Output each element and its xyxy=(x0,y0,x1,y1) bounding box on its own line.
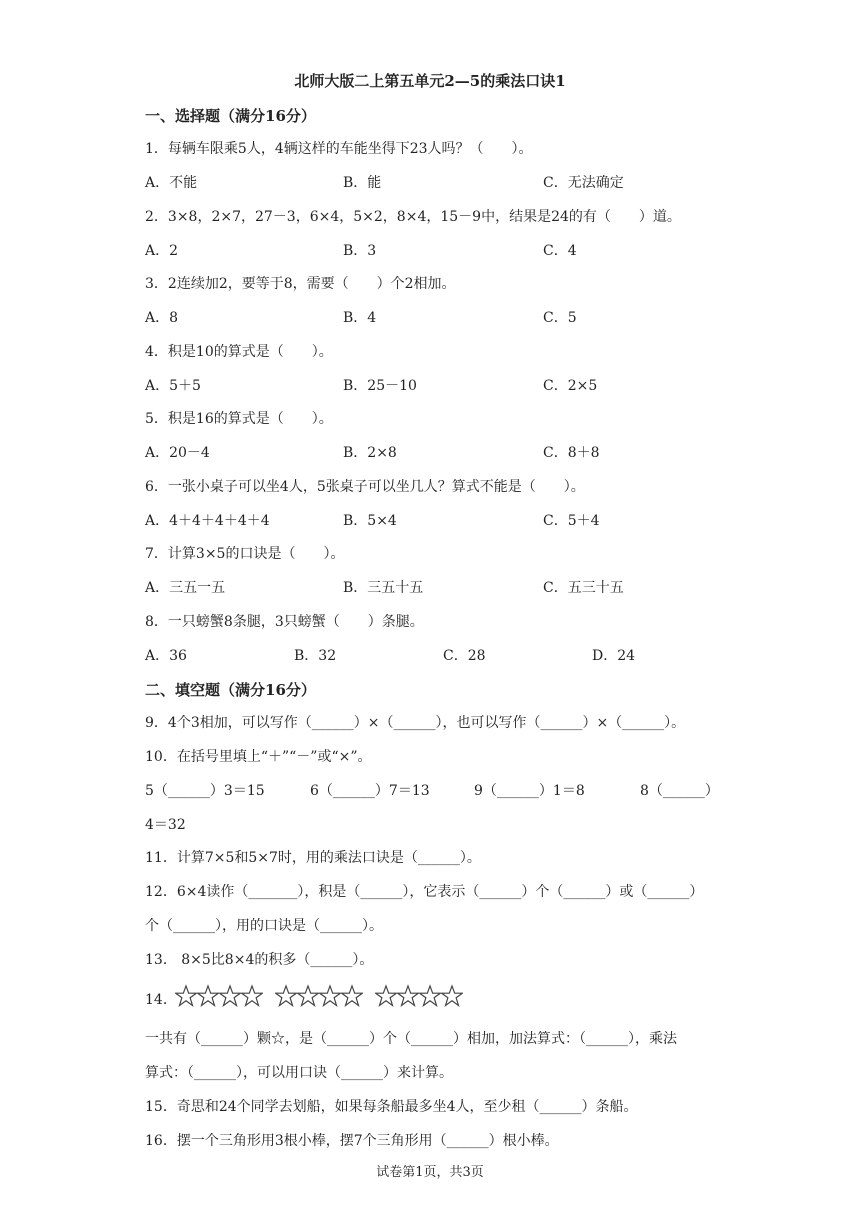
star-outline-icon xyxy=(175,984,197,1008)
q2-option-b: B．3 xyxy=(343,243,377,259)
q1-option-b: B．能 xyxy=(343,175,382,191)
section-heading-fill: 二、填空题（满分16分） xyxy=(145,681,316,699)
star-outline-icon xyxy=(441,984,463,1008)
question-12-cont: 个（______），用的口诀是（______）。 xyxy=(145,918,383,934)
star-group xyxy=(175,984,263,1008)
question-8: 8．一只螃蟹8条腿，3只螃蟹（ ）条腿。 xyxy=(145,614,424,630)
star-group xyxy=(275,984,363,1008)
q7-option-a: A．三五一五 xyxy=(145,580,226,596)
question-10: 10．在括号里填上“＋”“－”或“×”。 xyxy=(145,749,372,765)
question-3: 3．2连续加2，要等于8，需要（ ）个2相加。 xyxy=(145,276,456,292)
q10-blank-c: 9（______）1＝8 xyxy=(474,783,585,799)
q5-option-a: A．20－4 xyxy=(145,445,210,461)
star-outline-icon xyxy=(397,984,419,1008)
q4-option-b: B．25－10 xyxy=(343,378,417,394)
q3-option-a: A．8 xyxy=(145,310,179,326)
q1-option-a: A．不能 xyxy=(145,175,198,191)
star-outline-icon xyxy=(419,984,441,1008)
q10-blank-d: 8（______） xyxy=(640,783,719,799)
question-9: 9．4个3相加，可以写作（______）×（______），也可以写作（______）×（______）。 xyxy=(145,715,686,731)
star-outline-icon xyxy=(241,984,263,1008)
page-footer: 试卷第1页，共3页 xyxy=(376,1165,484,1180)
star-outline-icon xyxy=(219,984,241,1008)
star-picture xyxy=(175,984,463,1008)
question-11: 11．计算7×5和5×7时，用的乘法口诀是（______）。 xyxy=(145,850,481,866)
q5-option-c: C．8＋8 xyxy=(543,445,600,461)
q3-option-c: C．5 xyxy=(543,310,577,326)
question-6: 6．一张小桌子可以坐4人，5张桌子可以坐几人？算式不能是（ ）。 xyxy=(145,479,585,495)
q10-blank-d-cont: 4＝32 xyxy=(145,817,186,833)
star-outline-icon xyxy=(375,984,397,1008)
star-outline-icon xyxy=(319,984,341,1008)
question-13: 13． 8×5比8×4的积多（______）。 xyxy=(145,952,374,968)
q2-option-c: C．4 xyxy=(543,243,577,259)
question-12: 12．6×4读作（_______），积是（______），它表示（______）个（______）或（______） xyxy=(145,884,704,900)
question-15: 15．奇思和24个同学去划船，如果每条船最多坐4人，至少租（______）条船。 xyxy=(145,1099,638,1115)
question-7: 7．计算3×5的口诀是（ ）。 xyxy=(145,546,345,562)
question-14-text: 一共有（______）颗☆，是（______）个（______）相加，加法算式：（______），乘法 xyxy=(145,1031,677,1047)
q4-option-c: C．2×5 xyxy=(543,378,598,394)
star-outline-icon xyxy=(297,984,319,1008)
star-outline-icon xyxy=(197,984,219,1008)
q10-blank-b: 6（______）7＝13 xyxy=(310,783,430,799)
q7-option-c: C．五三十五 xyxy=(543,580,624,596)
question-1: 1．每辆车限乘5人，4辆这样的车能坐得下23人吗？（ ）。 xyxy=(145,141,533,157)
star-outline-icon xyxy=(275,984,297,1008)
question-14-text-cont: 算式：（______），可以用口诀（______）来计算。 xyxy=(145,1065,453,1081)
star-outline-icon xyxy=(341,984,363,1008)
q2-option-a: A．2 xyxy=(145,243,179,259)
q4-option-a: A．5＋5 xyxy=(145,378,201,394)
q8-option-d: D．24 xyxy=(592,648,636,664)
q7-option-b: B．三五十五 xyxy=(343,580,424,596)
q6-option-c: C．5＋4 xyxy=(543,513,600,529)
question-4: 4．积是10的算式是（ ）。 xyxy=(145,344,333,360)
question-5: 5．积是16的算式是（ ）。 xyxy=(145,411,333,427)
q10-blank-a: 5（______）3＝15 xyxy=(145,783,265,799)
q5-option-b: B．2×8 xyxy=(343,445,397,461)
q6-option-a: A．4＋4＋4＋4＋4 xyxy=(145,513,270,529)
page-title: 北师大版二上第五单元2—5的乘法口诀1 xyxy=(294,72,566,90)
star-group xyxy=(375,984,463,1008)
question-16: 16．摆一个三角形用3根小棒，摆7个三角形用（______）根小棒。 xyxy=(145,1133,559,1149)
q8-option-b: B．32 xyxy=(294,648,337,664)
section-heading-choice: 一、选择题（满分16分） xyxy=(145,107,316,125)
question-2: 2．3×8，2×7，27－3，6×4，5×2，8×4，15－9中，结果是24的有（ ）道。 xyxy=(145,209,681,225)
q3-option-b: B．4 xyxy=(343,310,377,326)
q8-option-c: C．28 xyxy=(443,648,486,664)
q1-option-c: C．无法确定 xyxy=(543,175,624,191)
q8-option-a: A．36 xyxy=(145,648,187,664)
q6-option-b: B．5×4 xyxy=(343,513,397,529)
question-14-number: 14． xyxy=(145,992,177,1008)
